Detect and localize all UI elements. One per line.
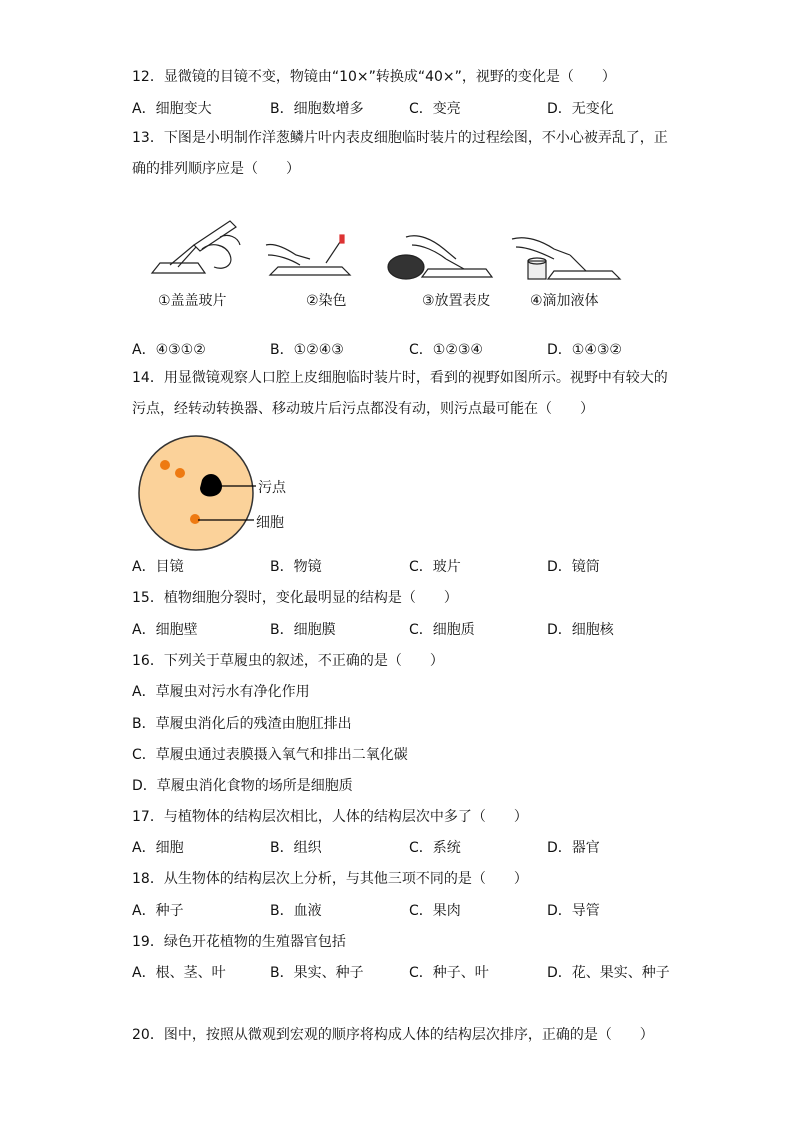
cell-1 — [160, 460, 170, 470]
q13-caption-2: ②染色 — [306, 293, 347, 309]
q12-stem: 12．显微镜的目镜不变，物镜由“10×”转换成“40×”，视野的变化是（ ） — [132, 69, 616, 85]
q20-stem: 20．图中，按照从微观到宏观的顺序将构成人体的结构层次排序，正确的是（ ） — [132, 1027, 654, 1043]
q15-stem: 15．植物细胞分裂时，变化最明显的结构是（ ） — [132, 590, 458, 606]
q15-options — [132, 619, 692, 639]
q14-option-a[interactable]: A．目镜 — [132, 559, 184, 575]
q15-option-c[interactable]: C．细胞质 — [409, 622, 475, 638]
q13-figure — [150, 215, 630, 285]
cover-slip-drawing — [152, 221, 240, 273]
q14-label-stain: 污点 — [258, 480, 286, 496]
q18-option-b[interactable]: B．血液 — [270, 903, 322, 919]
q15-option-a[interactable]: A．细胞壁 — [132, 622, 198, 638]
q16-option-c[interactable]: C．草履虫通过表膜摄入氧气和排出二氧化碳 — [132, 747, 408, 763]
q14-stem: 14．用显微镜观察人口腔上皮细胞临时装片时，看到的视野如图所示。视野中有较大的污点，经转动转换器、移动玻片后污点都没有动，则污点最可能在（ ） — [132, 370, 668, 417]
q14-options — [132, 556, 692, 576]
q13-option-b[interactable]: B．①②④③ — [270, 342, 344, 358]
q12-option-c[interactable]: C．变亮 — [409, 101, 461, 117]
q13-options — [132, 339, 692, 359]
q17-stem: 17．与植物体的结构层次相比，人体的结构层次中多了（ ） — [132, 809, 528, 825]
q12-option-b[interactable]: B．细胞数增多 — [270, 101, 364, 117]
q13-caption-3: ③放置表皮 — [422, 293, 491, 309]
cell-3 — [190, 514, 200, 524]
q19-options — [132, 962, 692, 982]
q16-option-b[interactable]: B．草履虫消化后的残渣由胞肛排出 — [132, 716, 352, 732]
q13-option-a[interactable]: A．④③①② — [132, 342, 206, 358]
q19-option-c[interactable]: C．种子、叶 — [409, 965, 489, 981]
q18-options — [132, 900, 692, 920]
q19-option-b[interactable]: B．果实、种子 — [270, 965, 364, 981]
q12-option-a[interactable]: A．细胞变大 — [132, 101, 212, 117]
q14-option-b[interactable]: B．物镜 — [270, 559, 322, 575]
q17-option-d[interactable]: D．器官 — [547, 840, 600, 856]
q17-option-c[interactable]: C．系统 — [409, 840, 461, 856]
q12-options — [132, 98, 692, 118]
q13-option-d[interactable]: D．①④③② — [547, 342, 622, 358]
q17-options — [132, 837, 692, 857]
q18-option-c[interactable]: C．果肉 — [409, 903, 461, 919]
q18-option-a[interactable]: A．种子 — [132, 903, 184, 919]
q18-option-d[interactable]: D．导管 — [547, 903, 600, 919]
q14-option-c[interactable]: C．玻片 — [409, 559, 461, 575]
q12-option-d[interactable]: D．无变化 — [547, 101, 614, 117]
q15-option-d[interactable]: D．细胞核 — [547, 622, 614, 638]
placing-epidermis-drawing — [388, 236, 492, 279]
q13-stem: 13．下图是小明制作洋葱鳞片叶内表皮细胞临时装片的过程绘图，不小心被弄乱了，正确的排列顺序应是（ ） — [132, 130, 668, 177]
staining-drawing — [266, 235, 350, 275]
q13-caption-1: ①盖盖玻片 — [158, 293, 227, 309]
q19-stem: 19．绿色开花植物的生殖器官包括 — [132, 934, 346, 950]
q18-stem: 18．从生物体的结构层次上分析，与其他三项不同的是（ ） — [132, 871, 528, 887]
q17-option-a[interactable]: A．细胞 — [132, 840, 184, 856]
q13-option-c[interactable]: C．①②③④ — [409, 342, 483, 358]
q16-option-a[interactable]: A．草履虫对污水有净化作用 — [132, 684, 310, 700]
q13-caption-4: ④滴加液体 — [530, 293, 599, 309]
q16-stem: 16．下列关于草履虫的叙述，不正确的是（ ） — [132, 653, 444, 669]
q17-option-b[interactable]: B．组织 — [270, 840, 322, 856]
adding-liquid-drawing — [512, 238, 620, 279]
q19-option-d[interactable]: D．花、果实、种子 — [547, 965, 670, 981]
q19-option-a[interactable]: A．根、茎、叶 — [132, 965, 226, 981]
q14-option-d[interactable]: D．镜筒 — [547, 559, 600, 575]
q15-option-b[interactable]: B．细胞膜 — [270, 622, 336, 638]
cell-2 — [175, 468, 185, 478]
q16-option-d[interactable]: D．草履虫消化食物的场所是细胞质 — [132, 778, 353, 794]
field-of-view — [139, 436, 253, 550]
q14-label-cell: 细胞 — [256, 515, 284, 531]
